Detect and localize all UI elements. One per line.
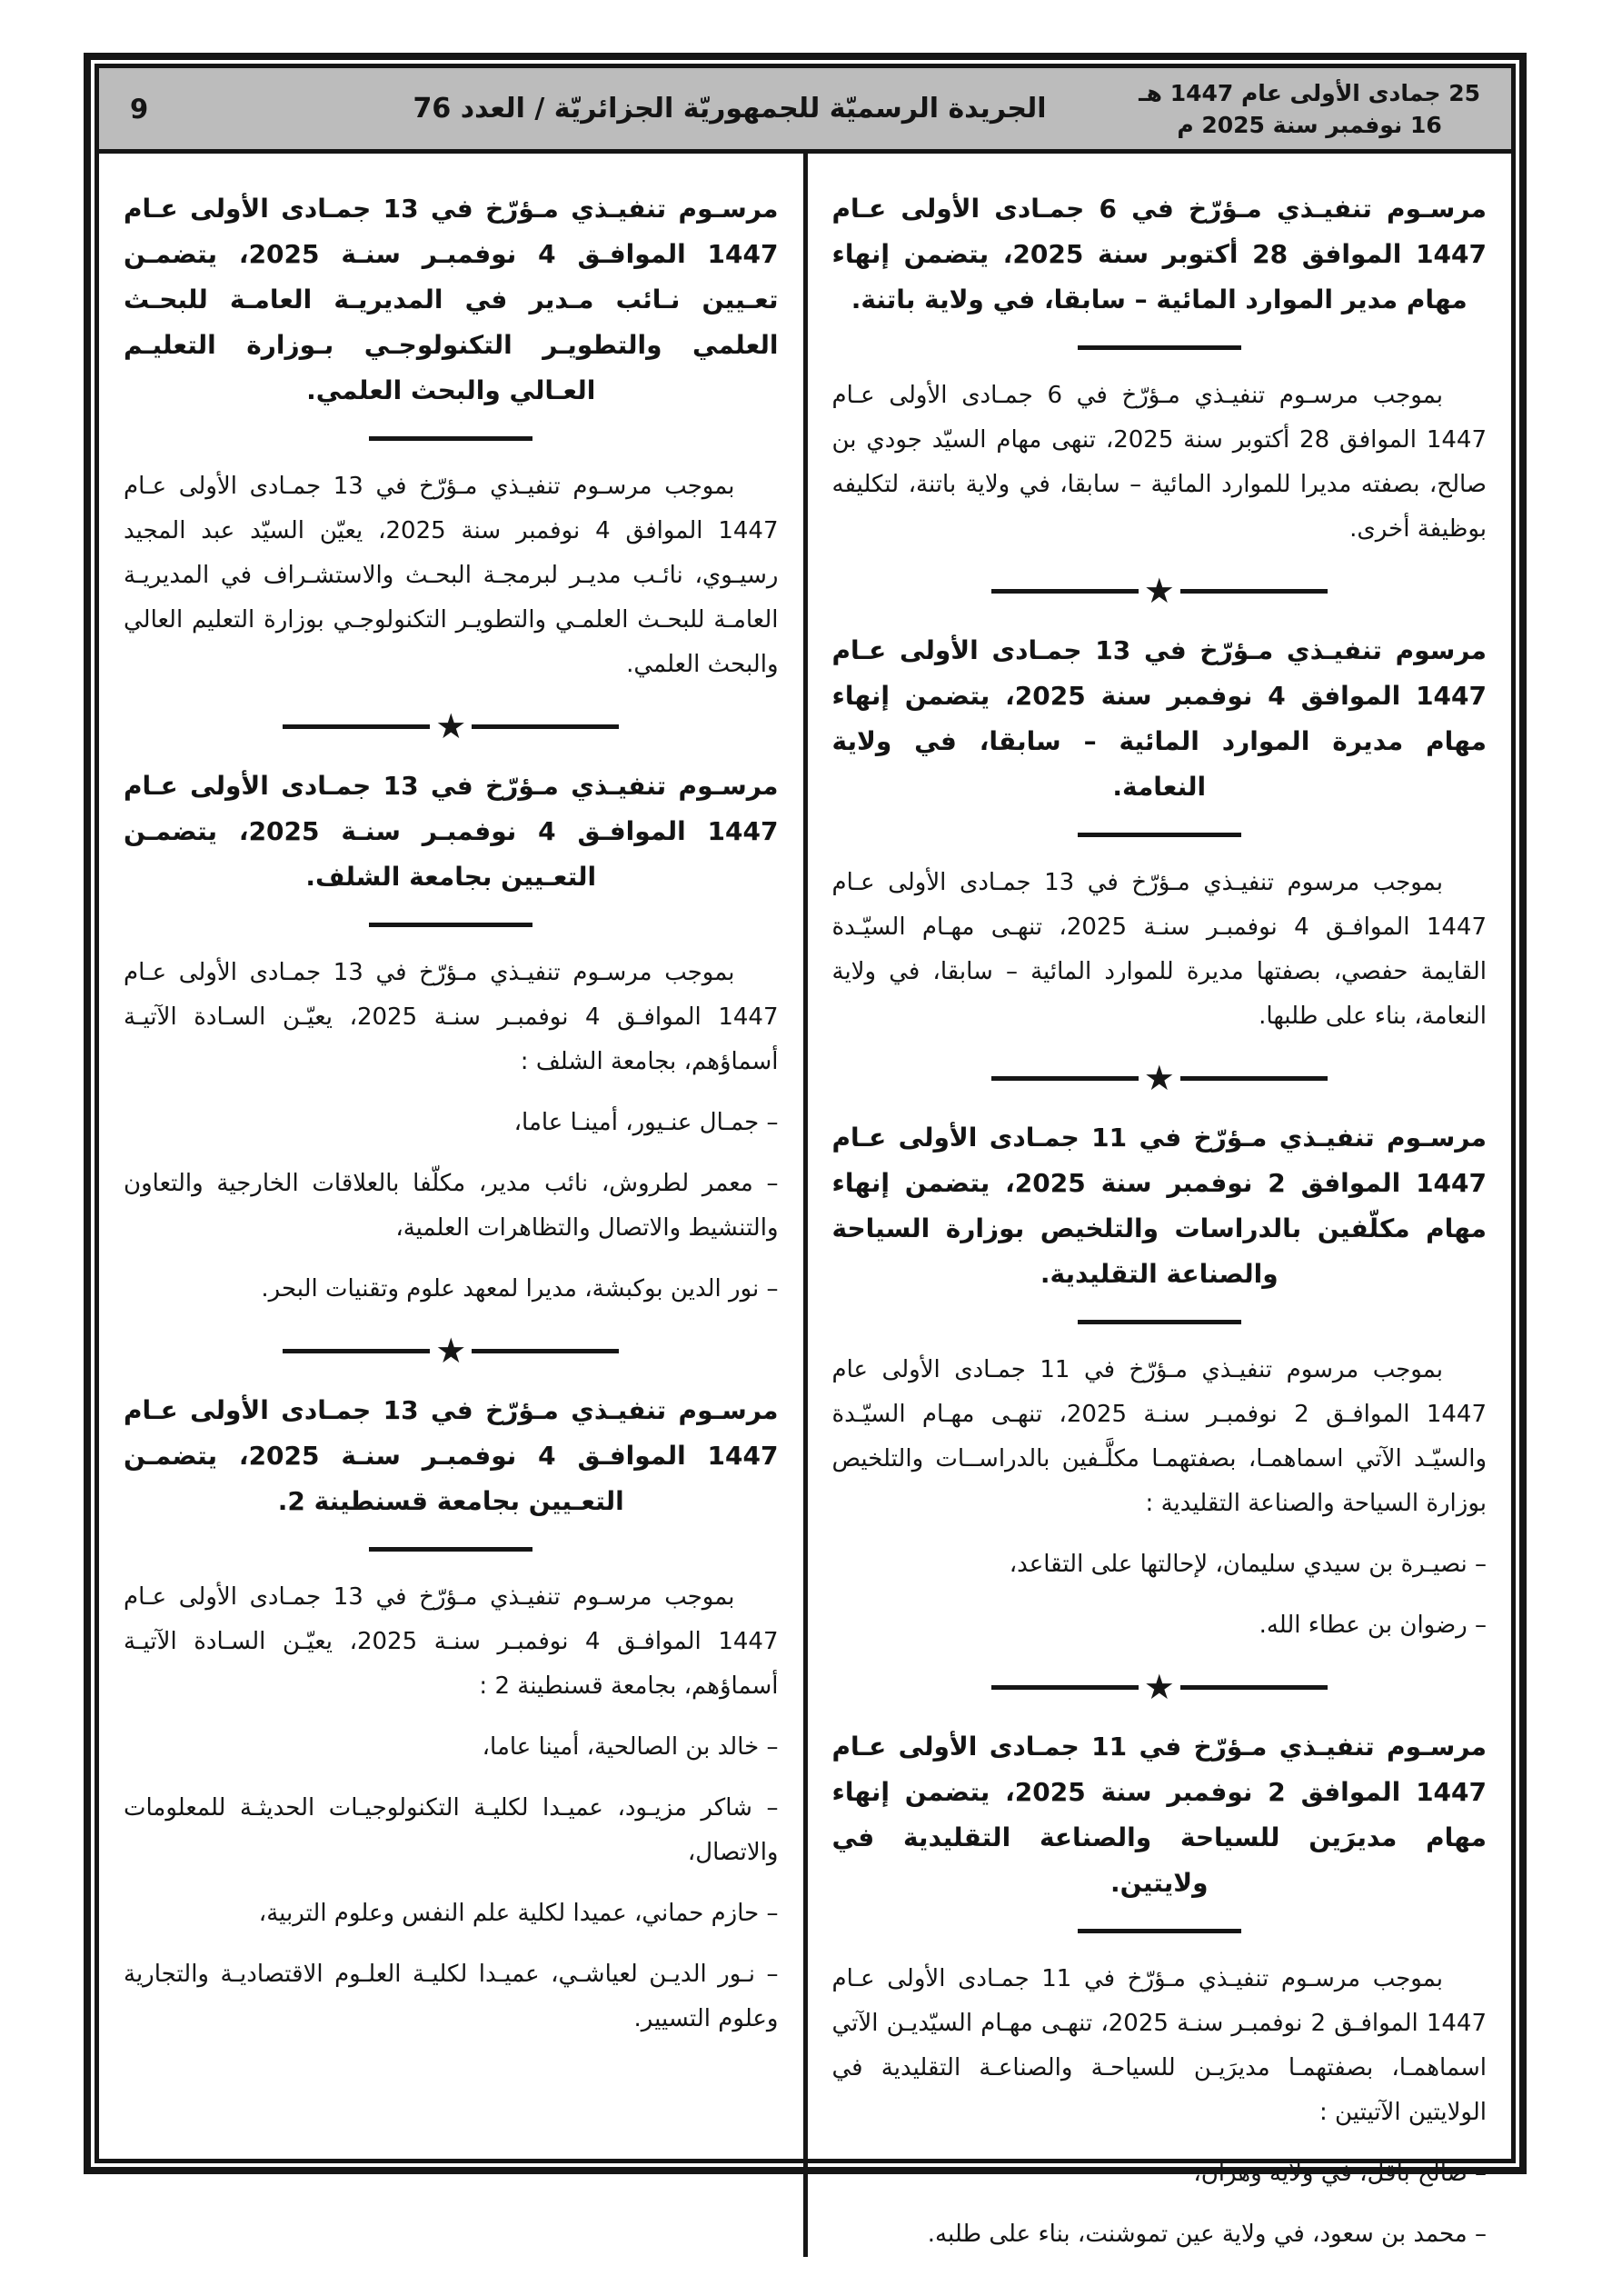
decree-title: مرسوم تنفيـذي مـؤرّخ في 13 جمـادى الأولى عـام 1447 الموافق 4 نوفمبر سنة 2025، يتضمن إنهاء مهام مديرة الموارد المائية – سابقا، في ولاية النعامة. (831, 635, 1488, 802)
page-border-frame-inner (95, 64, 1516, 2248)
decree-body: بموجب مرسـوم تنفيـذي مـؤرّخ في 13 جمـادى الأولى عـام 1447 الموافـق 4 نوفمبـر سنـة 2025، يعيّـن السـادة الآتيـة أسماؤهم، بجامعة قسنطينة 2 : (124, 1583, 779, 1700)
decree-list-item: – جمـال عنـيور، أمينـا عاما، (513, 1109, 779, 1136)
decree-list-item: – نور الدين بوكبشة، مديرا لمعهد علوم وتقنيات البحر. (261, 1275, 779, 1303)
decree-title: مرسـوم تنفيـذي مـؤرّخ في 11 جمـادى الأولى عـام 1447 الموافق 2 نوفمبر سنة 2025، يتضمن إنهاء مهام مديرَين للسياحة والصناعة التقليدية في ولايتين. (831, 1732, 1488, 1898)
decree-list-item: – شاكر مزيـود، عميـدا لكليـة التكنولوجيـات الحديثـة للمعلومات والاتصال، (124, 1794, 779, 1866)
decree-section (124, 764, 779, 1312)
decree-title: مرسـوم تنفيـذي مـؤرّخ في 6 جمـادى الأولى عـام 1447 الموافق 28 أكتوبر سنة 2025، يتضمن إنهاء مهام مدير الموارد المائية – سابقا، في ولاية باتنة. (831, 194, 1487, 314)
journal-title: الجريدة الرسميّة للجمهوريّة الجزائريّة / العدد 76 (413, 93, 1047, 125)
star-separator (124, 1331, 779, 1371)
decree-list-item: – محمد بن سعود، في ولاية عين تموشنت، بناء على طلبه. (927, 2221, 1487, 2248)
decree-title: مرسـوم تنفيـذي مـؤرّخ في 13 جمـادى الأولى عـام 1447 الموافـق 4 نوفمبـر سنـة 2025، يتضمـن التعـيين بجامعة قسنطينة 2. (124, 1395, 779, 1516)
decree-list-item: – صالح باقل، في ولاية وهران، (1193, 2160, 1487, 2187)
title-body-divider (369, 436, 532, 441)
decree-body: بموجب مرسوم تنفيـذي مـؤرّخ في 11 جمـادى الأولى عام 1447 الموافـق 2 نوفمبـر سنـة 2025، تنهـى مهـام السيّـدة والسيّـد الآتي اسماهمـا، بصفتهمـا مكلَّـفين بالدراســات والتلخيص بوزارة السياحة والصناعة التقليدية : (831, 1356, 1487, 1517)
decree-list-item: – نصيـرة بن سيدي سليمان، لإحالتها على التقاعد، (1009, 1551, 1487, 1578)
title-body-divider (1078, 1929, 1241, 1933)
decree-section (832, 1115, 1488, 1648)
decree-title: مرسـوم تنفيـذي مـؤرّخ في 13 جمـادى الأولى عـام 1447 الموافـق 4 نوفمبـر سنـة 2025، يتضمـن التعـيين بجامعة الشلف. (124, 771, 779, 892)
left-column (99, 154, 803, 2257)
title-body-divider (369, 923, 532, 927)
decree-body: بموجب مرسـوم تنفيـذي مـؤرّخ في 11 جمـادى الأولى عـام 1447 الموافـق 2 نوفمبـر سنـة 2025، تنهـى مهـام السيّديـن الآتي اسماهمـا، بصفتهمـا مديرَيـن للسياحـة والصناعـة التقليدية في الولايتين الآتيتين : (831, 1965, 1488, 2126)
title-body-divider (1078, 833, 1241, 837)
right-column (808, 154, 1512, 2257)
title-body-divider (1078, 345, 1241, 350)
star-separator (832, 571, 1488, 611)
star-icon: ★ (1143, 1667, 1175, 1707)
star-icon: ★ (435, 706, 467, 746)
decree-section (124, 186, 779, 687)
title-body-divider (1078, 1320, 1241, 1324)
decree-section (832, 628, 1488, 1039)
decree-title: مرسـوم تنفيـذي مـؤرّخ في 13 جمـادى الأولى عـام 1447 الموافـق 4 نوفمبـر سنـة 2025، يتضمـن تعـيين نـائب مـدير في المديريـة العامـة للبحـث العلمي والتطويـر التكنولوجـي بـوزارة التعليـم العـالي والبحث العلمي. (124, 194, 779, 405)
star-separator (832, 1667, 1488, 1707)
decree-section (124, 1388, 779, 2041)
decree-body: بموجب مرسـوم تنفيـذي مـؤرّخ في 6 جمـادى الأولى عـام 1447 الموافق 28 أكتوبر سنة 2025، تنهى مهام السيّد جودي بن صالح، بصفته مديرا للموارد المائية – سابقا، في ولاية باتنة، لتكليفه بوظيفة أخرى. (831, 382, 1487, 543)
decree-body: بموجب مرسوم تنفيـذي مـؤرّخ في 13 جمـادى الأولى عـام 1447 الموافـق 4 نوفمبـر سنـة 2025، تنهـى مهـام السيّـدة القايمة حفصي، بصفتها مديرة للموارد المائية – سابقا، في ولاية النعامة، بناء على طلبها. (831, 869, 1487, 1030)
decree-body: بموجب مرسـوم تنفيـذي مـؤرّخ في 13 جمـادى الأولى عـام 1447 الموافـق 4 نوفمبـر سنـة 2025، يعيّـن السـادة الآتيـة أسماؤهم، بجامعة الشلف : (124, 959, 779, 1075)
decree-body: بموجب مرسـوم تنفيـذي مـؤرّخ في 13 جمـادى الأولى عـام 1447 الموافق 4 نوفمبر سنة 2025، يعيّن السيّد عبد المجيد رسيـوي، نائـب مديـر لبرمجـة البحـث والاستشـراف في المديريـة العامـة للبحـث العلمـي والتطويـر التكنولوجـي بوزارة التعليم العالي والبحث العلمي. (124, 473, 779, 678)
page-border-frame (84, 53, 1527, 2248)
title-body-divider (369, 1547, 532, 1552)
decree-list-item: – نـور الديـن لعياشـي، عميـدا لكليـة العلـوم الاقتصاديـة والتجارية وعلوم التسيير. (124, 1961, 779, 2032)
decree-list-item: – خالد بن الصالحية، أمينا عاما، (482, 1733, 779, 1761)
star-separator (124, 706, 779, 746)
content-columns (99, 154, 1511, 2257)
decree-section (832, 1724, 1488, 2257)
column-divider-rule (803, 154, 808, 2257)
decree-title: مرسـوم تنفيـذي مـؤرّخ في 11 جمـادى الأولى عـام 1447 الموافق 2 نوفمبر سنة 2025، يتضمن إنهاء مهام مكلّفين بالدراسات والتلخيص بوزارة السياحة والصناعة التقليدية. (831, 1123, 1488, 1289)
decree-section (832, 186, 1488, 552)
star-icon: ★ (435, 1331, 467, 1371)
star-separator (832, 1058, 1488, 1098)
star-icon: ★ (1143, 1058, 1175, 1098)
page-number: 9 (130, 93, 149, 125)
star-icon: ★ (1143, 571, 1175, 611)
decree-list-item: – رضوان بن عطاء الله. (1259, 1612, 1487, 1639)
decree-list-item: – حازم حماني، عميدا لكلية علم النفس وعلوم التربية، (258, 1900, 779, 1927)
header-dates (1139, 77, 1480, 141)
page-header (99, 68, 1511, 154)
decree-list-item: – معمر لطروش، نائب مدير، مكلّفا بالعلاقات الخارجية والتعاون والتنشيط والاتصال والتظاهرات العلمية، (124, 1170, 779, 1242)
header-date-hijri: 25 جمادى الأولى عام 1447 هـ (1139, 79, 1480, 106)
header-date-gregorian: 16 نوفمبر سنة 2025 م (1177, 111, 1442, 138)
